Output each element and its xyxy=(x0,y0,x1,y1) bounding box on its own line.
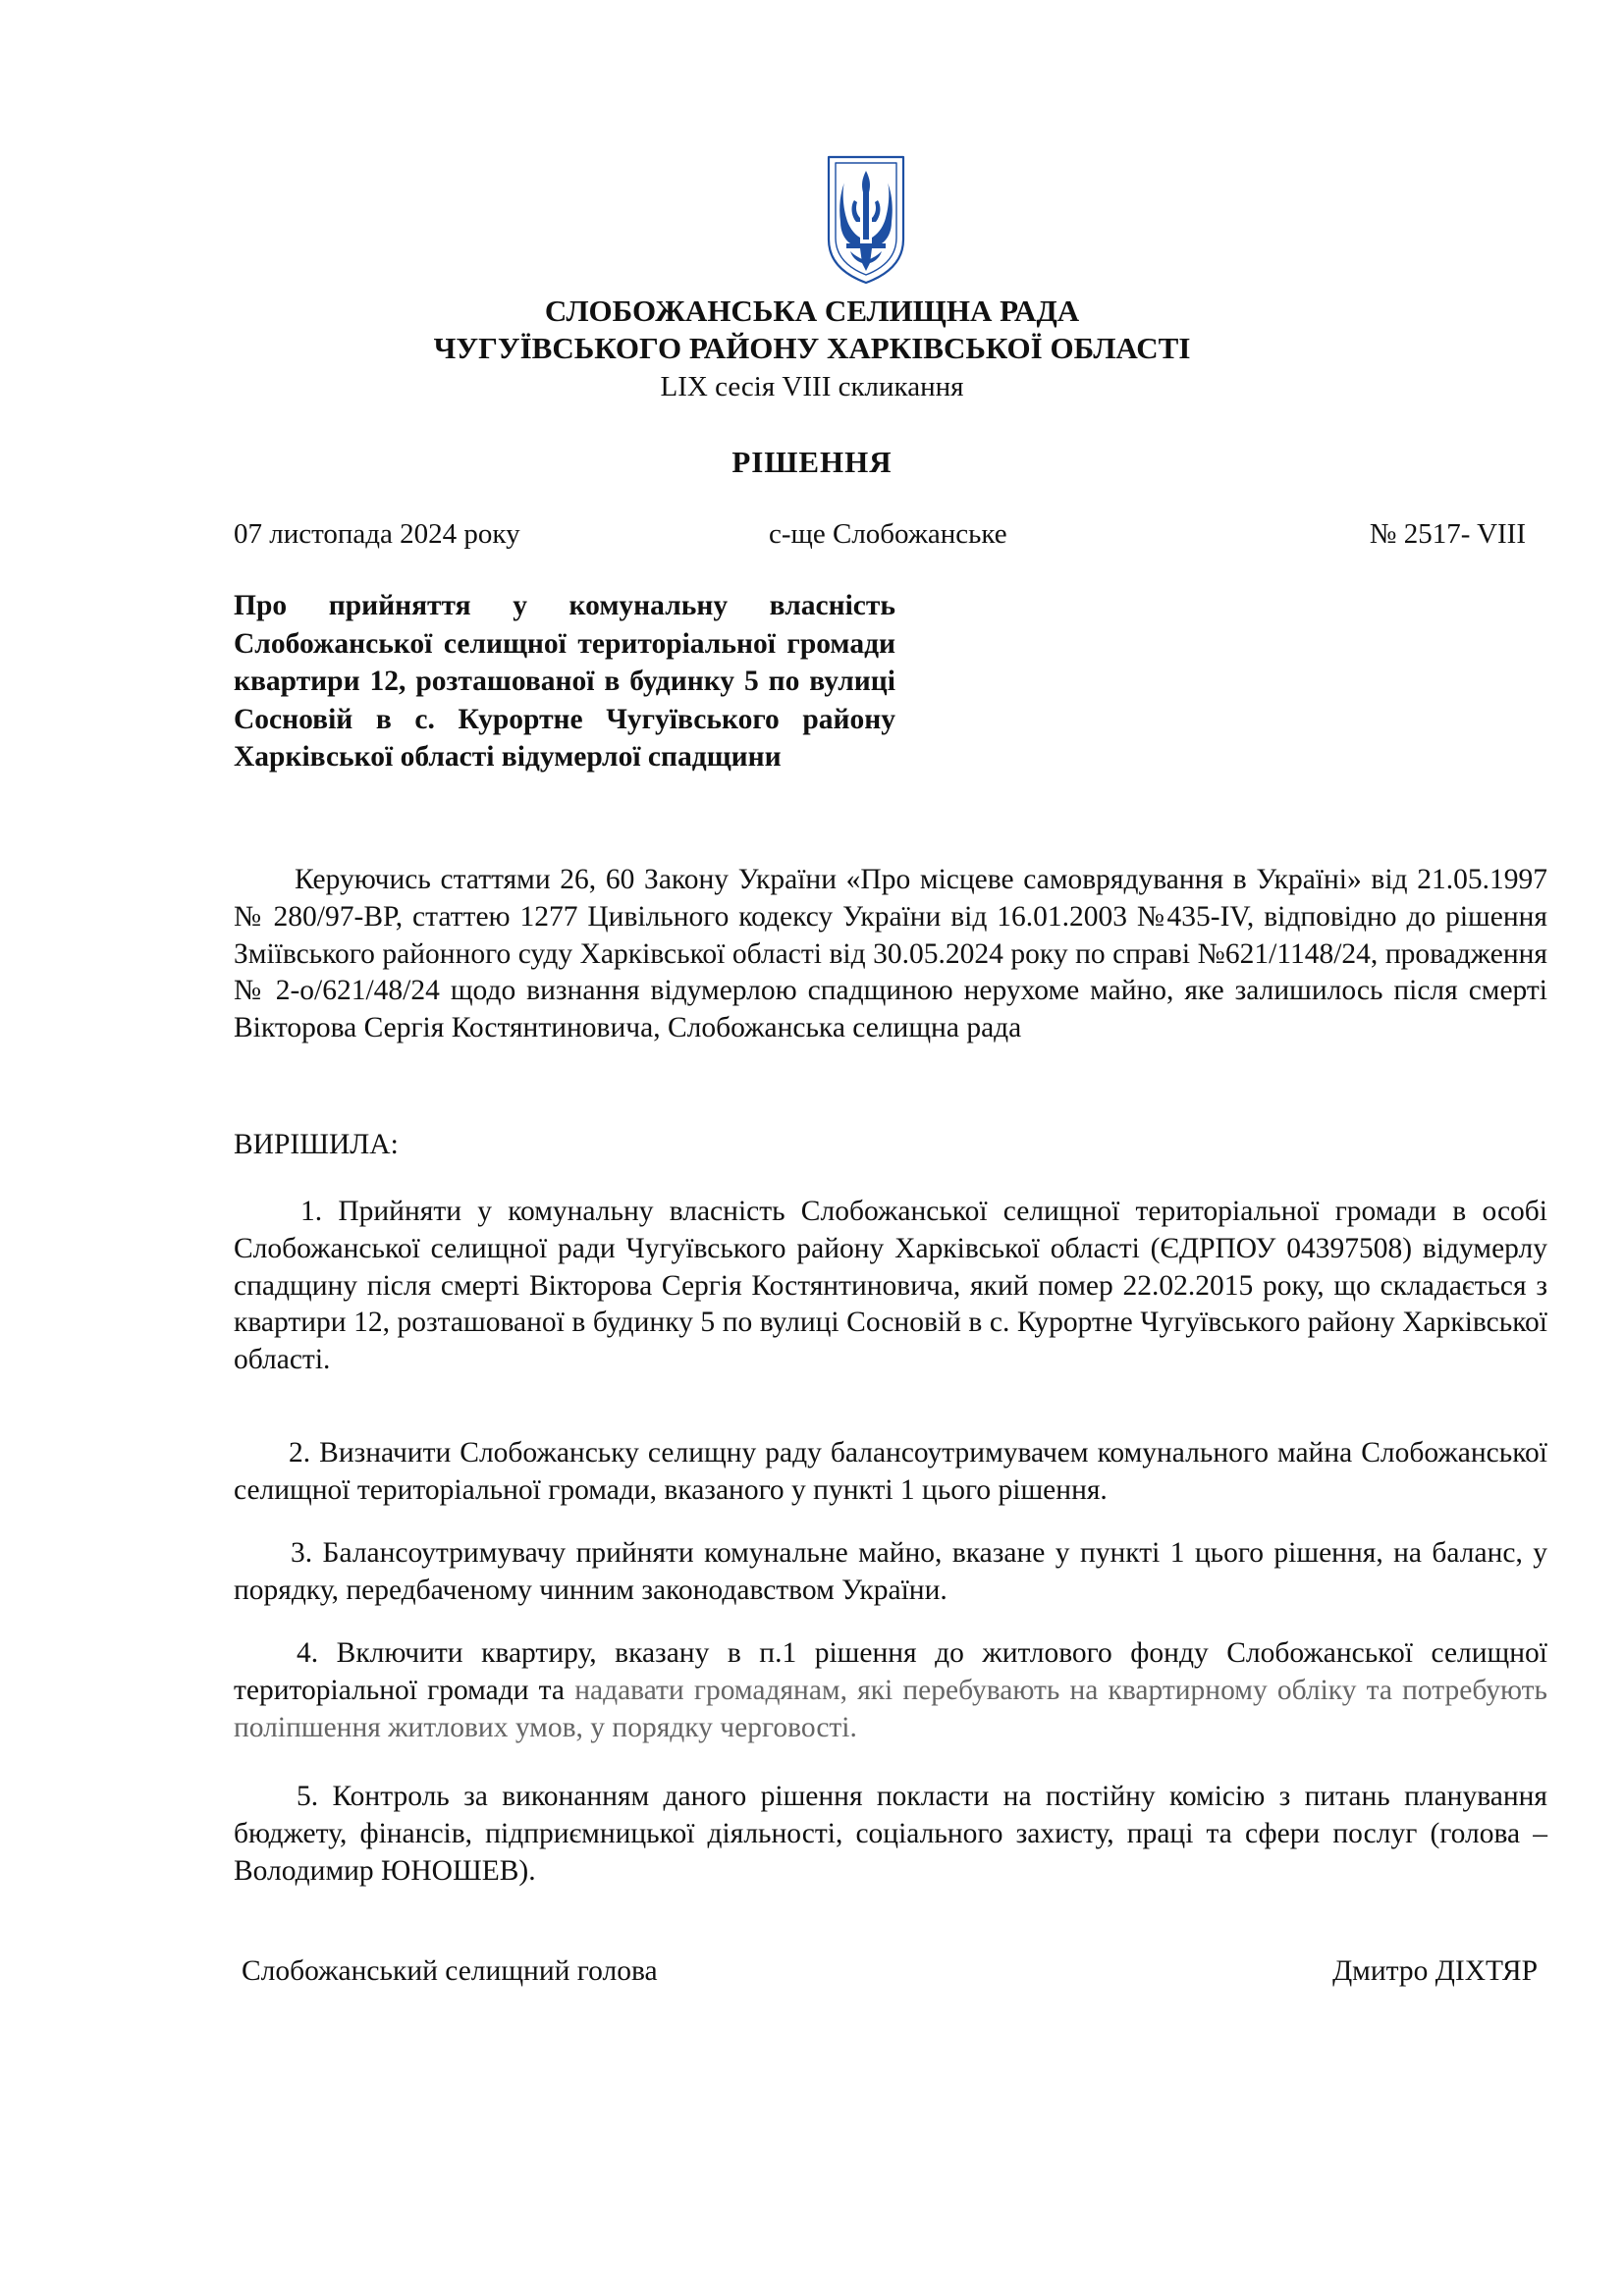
point-2: 2. Визначити Слобожанську селищну раду балансоутримувачем комунального майна Слобожанської селищної територіальної громади, вказаного у пункті 1 цього рішення. xyxy=(234,1437,1547,1506)
resolved-heading: ВИРІШИЛА: xyxy=(234,1129,399,1160)
signature-name: Дмитро ДІХТЯР xyxy=(1332,1955,1538,1987)
document-type: РІШЕННЯ xyxy=(731,445,893,479)
coat-of-arms-icon xyxy=(821,149,911,289)
decision-number: № 2517- VIII xyxy=(1369,518,1526,550)
decision-date: 07 листопада 2024 року xyxy=(234,518,520,550)
point-4-main: 4. Включити квартиру, вказану в п.1 рішення до житлового фонду Слобожанської селищної територіальної громади та xyxy=(234,1637,1547,1706)
council-name: СЛОБОЖАНСЬКА СЕЛИЩНА РАДА xyxy=(544,294,1080,328)
decision-subject: Про прийняття у комунальну власність Слобожанської селищної територіальної громади квартири 12, розташованої в будинку 5 по вулиці Сосновій в с. Курортне Чугуївського району Харківської області відумерлої спадщини xyxy=(234,590,895,774)
preamble: Керуючись статтями 26, 60 Закону України «Про місцеве самоврядування в Україні» від 21.05.1997 № 280/97-ВР, статтею 1277 Цивільного кодексу України від 16.01.2003 №435-IV, відповідно до рішення Зміївського районного суду Харківської області від 30.05.2024 року по справі №621/1148/24, провадження № 2-о/621/48/24 щодо визнання відумерлою спадщиною нерухоме майно, яке залишилось після смерті Вікторова Сергія Костянтиновича, Слобожанська селищна рада xyxy=(234,864,1547,1044)
session-title: LIX сесія VIII скликання xyxy=(660,371,964,402)
district-region: ЧУГУЇВСЬКОГО РАЙОНУ ХАРКІВСЬКОЇ ОБЛАСТІ xyxy=(433,331,1191,365)
signature-position: Слобожанський селищний голова xyxy=(242,1955,658,1987)
point-4-gray: надавати громадянам, які перебувають на квартирному обліку та потребують поліпшення житлових умов, у порядку черговості. xyxy=(234,1674,1547,1743)
point-5: 5. Контроль за виконанням даного рішення покласти на постійну комісію з питань планування бюджету, фінансів, підприємницької діяльності, соціального захисту, праці та сфери послуг (голова – Володимир ЮНОШЕВ). xyxy=(234,1781,1547,1887)
point-1: 1. Прийняти у комунальну власність Слобожанської селищної територіальної громади в особі Слобожанської селищної ради Чугуївського району Харківської області (ЄДРПОУ 04397508) відумерлу спадщину після смерті Вікторова Сергія Костянтиновича, який помер 22.02.2015 року, що складається з квартири 12, розташованої в будинку 5 по вулиці Сосновій в с. Курортне Чугуївського району Харківської області. xyxy=(234,1196,1547,1376)
decision-place: с-ще Слобожанське xyxy=(769,518,1007,550)
point-3: 3. Балансоутримувачу прийняти комунальне майно, вказане у пункті 1 цього рішення, на баланс, у порядку, передбаченому чинним законодавством України. xyxy=(234,1537,1547,1606)
point-4 xyxy=(234,1635,1547,1746)
